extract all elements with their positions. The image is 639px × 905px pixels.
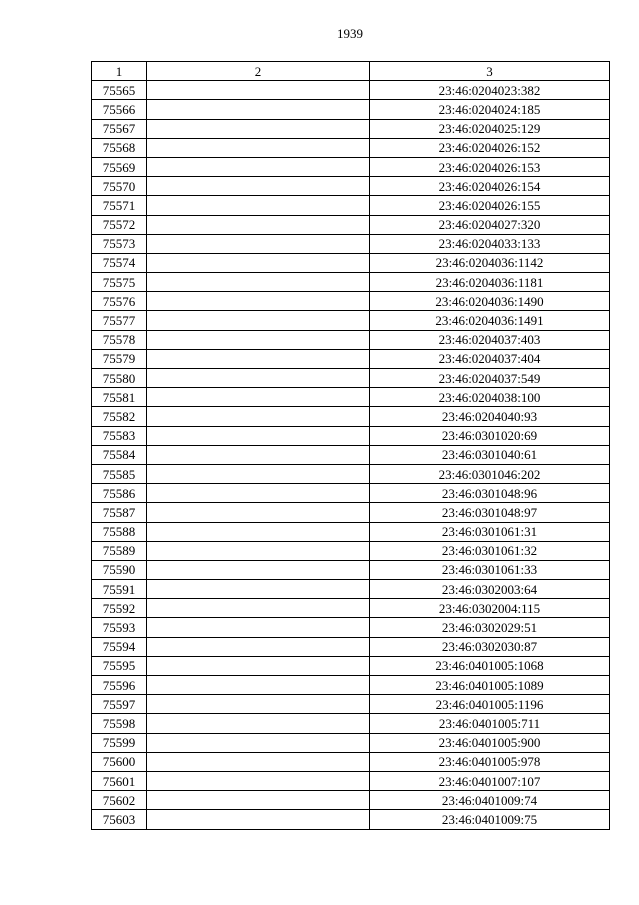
row-number-cell: 75582 xyxy=(92,407,147,426)
row-number-cell: 75598 xyxy=(92,714,147,733)
row-name-cell xyxy=(147,215,370,234)
row-name-cell xyxy=(147,503,370,522)
row-name-cell xyxy=(147,637,370,656)
row-name-cell xyxy=(147,714,370,733)
registry-table xyxy=(91,61,610,830)
page-number: 1939 xyxy=(337,26,363,41)
row-name-cell xyxy=(147,752,370,771)
table-row xyxy=(92,253,610,272)
row-number-cell: 75592 xyxy=(92,599,147,618)
table-row xyxy=(92,656,610,675)
row-number-cell: 75588 xyxy=(92,522,147,541)
table-row xyxy=(92,676,610,695)
cadastral-number-cell: 23:46:0301048:96 xyxy=(370,484,610,503)
cadastral-number-cell: 23:46:0204026:154 xyxy=(370,177,610,196)
cadastral-number-cell: 23:46:0204026:153 xyxy=(370,157,610,176)
row-name-cell xyxy=(147,560,370,579)
table-row xyxy=(92,791,610,810)
cadastral-number-cell: 23:46:0204036:1181 xyxy=(370,273,610,292)
cadastral-number-cell: 23:46:0401005:978 xyxy=(370,752,610,771)
row-number-cell: 75567 xyxy=(92,119,147,138)
table-body xyxy=(92,81,610,829)
cadastral-number-cell: 23:46:0401005:1068 xyxy=(370,656,610,675)
table-row xyxy=(92,541,610,560)
row-name-cell xyxy=(147,311,370,330)
cadastral-number-cell: 23:46:0302004:115 xyxy=(370,599,610,618)
cadastral-number-cell: 23:46:0204038:100 xyxy=(370,388,610,407)
table-row xyxy=(92,292,610,311)
row-number-cell: 75566 xyxy=(92,100,147,119)
row-name-cell xyxy=(147,810,370,829)
cadastral-number-cell: 23:46:0301061:32 xyxy=(370,541,610,560)
cadastral-number-cell: 23:46:0301048:97 xyxy=(370,503,610,522)
row-name-cell xyxy=(147,177,370,196)
row-name-cell xyxy=(147,580,370,599)
table-row xyxy=(92,426,610,445)
table-row xyxy=(92,177,610,196)
row-number-cell: 75587 xyxy=(92,503,147,522)
table-row xyxy=(92,752,610,771)
table-row xyxy=(92,599,610,618)
row-name-cell xyxy=(147,196,370,215)
table-row xyxy=(92,771,610,790)
row-number-cell: 75581 xyxy=(92,388,147,407)
row-name-cell xyxy=(147,349,370,368)
table-row xyxy=(92,714,610,733)
cadastral-number-cell: 23:46:0204037:404 xyxy=(370,349,610,368)
row-name-cell xyxy=(147,407,370,426)
cadastral-number-cell: 23:46:0401009:75 xyxy=(370,810,610,829)
table-row xyxy=(92,618,610,637)
row-number-cell: 75574 xyxy=(92,253,147,272)
row-name-cell xyxy=(147,771,370,790)
row-number-cell: 75600 xyxy=(92,752,147,771)
row-name-cell xyxy=(147,119,370,138)
row-number-cell: 75602 xyxy=(92,791,147,810)
column-header-2: 2 xyxy=(147,62,370,81)
cadastral-number-cell: 23:46:0301061:33 xyxy=(370,560,610,579)
cadastral-number-cell: 23:46:0204037:549 xyxy=(370,369,610,388)
table-header-row xyxy=(92,62,610,81)
row-name-cell xyxy=(147,292,370,311)
table-row xyxy=(92,695,610,714)
row-name-cell xyxy=(147,599,370,618)
row-number-cell: 75572 xyxy=(92,215,147,234)
row-name-cell xyxy=(147,484,370,503)
table-row xyxy=(92,637,610,656)
table-row xyxy=(92,810,610,829)
row-name-cell xyxy=(147,464,370,483)
table-row xyxy=(92,138,610,157)
row-number-cell: 75575 xyxy=(92,273,147,292)
row-number-cell: 75565 xyxy=(92,81,147,100)
row-number-cell: 75579 xyxy=(92,349,147,368)
cadastral-number-cell: 23:46:0301040:61 xyxy=(370,445,610,464)
row-name-cell xyxy=(147,445,370,464)
table-row xyxy=(92,580,610,599)
row-name-cell xyxy=(147,81,370,100)
row-number-cell: 75603 xyxy=(92,810,147,829)
cadastral-number-cell: 23:46:0204036:1491 xyxy=(370,311,610,330)
cadastral-number-cell: 23:46:0301046:202 xyxy=(370,464,610,483)
table-row xyxy=(92,484,610,503)
cadastral-number-cell: 23:46:0401005:1196 xyxy=(370,695,610,714)
cadastral-number-cell: 23:46:0204025:129 xyxy=(370,119,610,138)
row-name-cell xyxy=(147,522,370,541)
table-row xyxy=(92,349,610,368)
row-name-cell xyxy=(147,541,370,560)
row-number-cell: 75595 xyxy=(92,656,147,675)
cadastral-number-cell: 23:46:0302003:64 xyxy=(370,580,610,599)
cadastral-number-cell: 23:46:0302029:51 xyxy=(370,618,610,637)
row-name-cell xyxy=(147,273,370,292)
row-number-cell: 75584 xyxy=(92,445,147,464)
row-number-cell: 75589 xyxy=(92,541,147,560)
row-number-cell: 75570 xyxy=(92,177,147,196)
row-number-cell: 75571 xyxy=(92,196,147,215)
cadastral-number-cell: 23:46:0204036:1142 xyxy=(370,253,610,272)
row-name-cell xyxy=(147,369,370,388)
table-row xyxy=(92,560,610,579)
row-number-cell: 75586 xyxy=(92,484,147,503)
cadastral-number-cell: 23:46:0302030:87 xyxy=(370,637,610,656)
row-name-cell xyxy=(147,656,370,675)
table-row xyxy=(92,215,610,234)
row-name-cell xyxy=(147,388,370,407)
row-name-cell xyxy=(147,330,370,349)
column-header-3: 3 xyxy=(370,62,610,81)
table-row xyxy=(92,196,610,215)
cadastral-number-cell: 23:46:0204027:320 xyxy=(370,215,610,234)
cadastral-number-cell: 23:46:0204037:403 xyxy=(370,330,610,349)
row-name-cell xyxy=(147,157,370,176)
table-row xyxy=(92,407,610,426)
table-row xyxy=(92,157,610,176)
table-row xyxy=(92,100,610,119)
table-row xyxy=(92,503,610,522)
cadastral-number-cell: 23:46:0204033:133 xyxy=(370,234,610,253)
row-number-cell: 75596 xyxy=(92,676,147,695)
cadastral-number-cell: 23:46:0401005:1089 xyxy=(370,676,610,695)
row-name-cell xyxy=(147,234,370,253)
table-row xyxy=(92,119,610,138)
row-number-cell: 75568 xyxy=(92,138,147,157)
row-number-cell: 75594 xyxy=(92,637,147,656)
cadastral-number-cell: 23:46:0401005:711 xyxy=(370,714,610,733)
table-row xyxy=(92,445,610,464)
row-number-cell: 75573 xyxy=(92,234,147,253)
row-name-cell xyxy=(147,676,370,695)
row-name-cell xyxy=(147,253,370,272)
cadastral-number-cell: 23:46:0204040:93 xyxy=(370,407,610,426)
cadastral-number-cell: 23:46:0204026:152 xyxy=(370,138,610,157)
cadastral-number-cell: 23:46:0204023:382 xyxy=(370,81,610,100)
table-row xyxy=(92,388,610,407)
row-name-cell xyxy=(147,426,370,445)
row-number-cell: 75601 xyxy=(92,771,147,790)
cadastral-number-cell: 23:46:0301020:69 xyxy=(370,426,610,445)
row-number-cell: 75585 xyxy=(92,464,147,483)
cadastral-number-cell: 23:46:0204036:1490 xyxy=(370,292,610,311)
table-row xyxy=(92,369,610,388)
row-name-cell xyxy=(147,100,370,119)
row-number-cell: 75597 xyxy=(92,695,147,714)
row-number-cell: 75569 xyxy=(92,157,147,176)
table-row xyxy=(92,330,610,349)
table-row xyxy=(92,234,610,253)
table-row xyxy=(92,522,610,541)
cadastral-number-cell: 23:46:0301061:31 xyxy=(370,522,610,541)
table-row xyxy=(92,464,610,483)
row-number-cell: 75593 xyxy=(92,618,147,637)
row-name-cell xyxy=(147,138,370,157)
row-name-cell xyxy=(147,733,370,752)
cadastral-number-cell: 23:46:0401009:74 xyxy=(370,791,610,810)
row-number-cell: 75580 xyxy=(92,369,147,388)
row-name-cell xyxy=(147,695,370,714)
row-name-cell xyxy=(147,791,370,810)
cadastral-number-cell: 23:46:0401007:107 xyxy=(370,771,610,790)
table-row xyxy=(92,733,610,752)
row-number-cell: 75590 xyxy=(92,560,147,579)
table-row xyxy=(92,81,610,100)
row-number-cell: 75583 xyxy=(92,426,147,445)
cadastral-number-cell: 23:46:0204026:155 xyxy=(370,196,610,215)
row-number-cell: 75577 xyxy=(92,311,147,330)
cadastral-number-cell: 23:46:0401005:900 xyxy=(370,733,610,752)
cadastral-number-cell: 23:46:0204024:185 xyxy=(370,100,610,119)
table-row xyxy=(92,273,610,292)
row-number-cell: 75578 xyxy=(92,330,147,349)
row-name-cell xyxy=(147,618,370,637)
row-number-cell: 75599 xyxy=(92,733,147,752)
table-row xyxy=(92,311,610,330)
column-header-1: 1 xyxy=(92,62,147,81)
row-number-cell: 75591 xyxy=(92,580,147,599)
row-number-cell: 75576 xyxy=(92,292,147,311)
